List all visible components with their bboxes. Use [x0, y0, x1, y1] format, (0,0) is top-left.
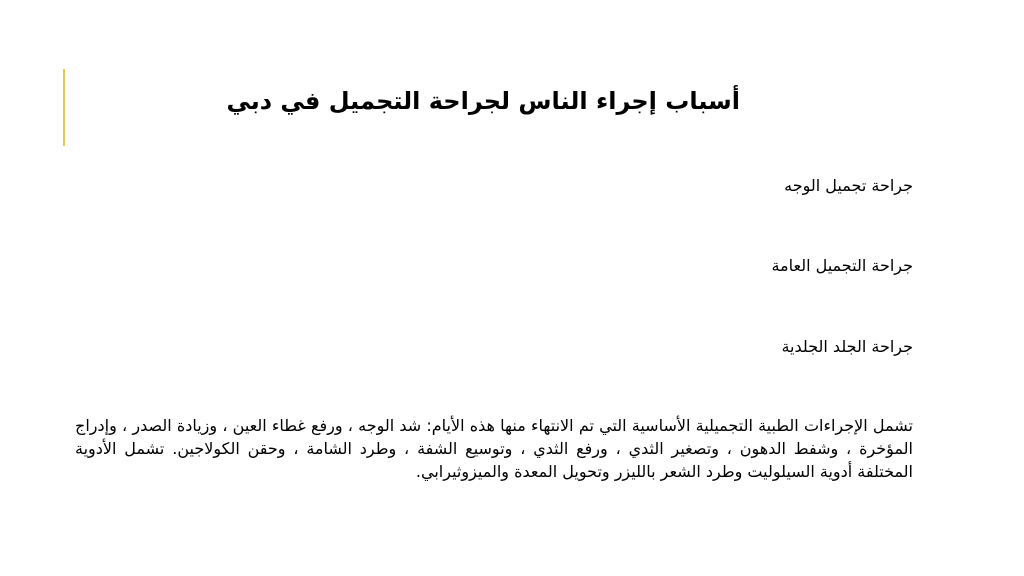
- slide-title: أسباب إجراء الناس لجراحة التجميل في دبي: [226, 87, 740, 115]
- list-item-general-surgery: جراحة التجميل العامة: [771, 256, 913, 275]
- body-paragraph: تشمل الإجراءات الطبية التجميلية الأساسية التي تم الانتهاء منها هذه الأيام: شد الوجه ، ورفع غطاء العين ، وزيادة الصدر ، وإدراج المؤخرة ، وشفط الدهون ، وتصغير الثدي ، ورفع الثدي ، وتوسيع الشفة ، وطرد الشامة ، وحقن الكولاجين. تشمل الأدوية المختلفة أدوية السيلوليت وطرد الشعر بالليزر وتحويل المعدة والميزوثيرابي.: [75, 416, 913, 481]
- list-item-dermatology-surgery: جراحة الجلد الجلدية: [781, 337, 913, 356]
- accent-bar: [63, 69, 65, 146]
- list-item-face-surgery: جراحة تجميل الوجه: [784, 176, 913, 195]
